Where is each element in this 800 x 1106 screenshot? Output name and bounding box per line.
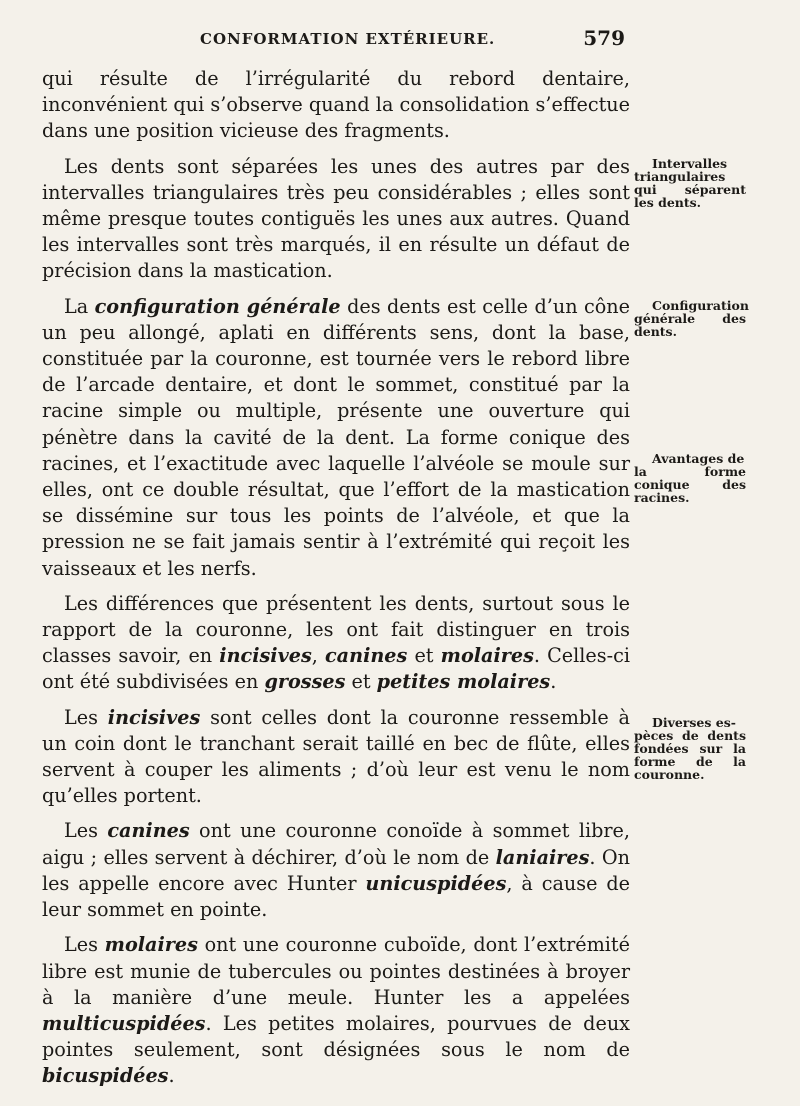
margin-note-line: Avantages de: [652, 451, 745, 466]
margin-note-line: Intervalles: [652, 156, 728, 171]
emphasis-term: multicuspidées: [42, 1011, 206, 1035]
margin-note-text: pèces de dents fondées sur la forme de la couronne.: [634, 728, 746, 782]
emphasis-term: incisives: [107, 705, 201, 729]
paragraph-3: [42, 294, 630, 582]
margin-note-line: Diverses es-: [652, 715, 736, 730]
emphasis-term: petites molaires: [376, 670, 551, 694]
text-run: .: [168, 1064, 175, 1088]
margin-note-configuration: [634, 298, 749, 339]
text-run: Les: [64, 819, 108, 843]
margin-note-intervals: [634, 157, 746, 209]
running-title: CONFORMATION EXTÉRIEURE.: [200, 30, 496, 48]
text-run: Les: [64, 705, 108, 729]
text-run: .: [550, 670, 557, 694]
text-run: ,: [311, 644, 325, 668]
emphasis-term: grosses: [264, 670, 346, 694]
emphasis-term: canines: [325, 644, 408, 668]
text-run: . On les appelle encore avec Hunter: [42, 845, 631, 895]
emphasis-term: bicuspidées: [42, 1064, 169, 1088]
text-run: . Les petites molaires, pourvues de deux pointes seulement, sont désignées sous le nom de: [42, 1011, 630, 1062]
margin-note-species: [634, 716, 746, 781]
paragraph-2: Les dents sont séparées les unes des autres par des intervalles triangulaires très peu considérables ; elles sont même presque toutes contiguës les unes aux autres. Quand les intervalles sont très marqués, il en résulte un défaut de précision dans la mastication.: [42, 154, 630, 283]
paragraph-1: qui résulte de l’irrégularité du rebord dentaire, inconvénient qui s’observe quand la consolidation s’effectue dans une position vicieuse des fragments.: [42, 67, 630, 143]
emphasis-term: configuration générale: [94, 294, 341, 318]
page-number: 579: [583, 26, 625, 50]
margin-note-text: triangulaires qui séparent les dents.: [634, 169, 746, 210]
paragraph-6: [42, 818, 630, 923]
emphasis-term: canines: [107, 819, 190, 843]
margin-note-line: Configuration: [652, 298, 749, 313]
emphasis-term: incisives: [219, 644, 312, 668]
text-run: Les: [64, 933, 105, 957]
emphasis-term: molaires: [440, 644, 534, 668]
paragraph-7: [42, 932, 630, 1089]
text-run: . Celles-ci ont été subdivisées en: [42, 644, 630, 694]
text-run: des dents est celle d’un cône un peu allongé, aplati en différents sens, dont la base, constituée par la couronne, est tournée vers le rebord libre de l’arcade dentaire, et dont le sommet, constitué par la racine simple ou multiple, présente une ouverture qui pénètre dans la cavité de la dent. La forme conique des racines, et l’exactitude avec laquelle l’alvéole se moule sur elles, ont ce double résultat, que l’effort de la mastication se dissémine sur tous les points de l’alvéole, et que la pression ne se fait jamais sentir à l’extrémité qui reçoit les vaisseaux et les nerfs.: [42, 294, 630, 580]
emphasis-term: molaires: [104, 933, 198, 957]
emphasis-term: laniaires: [495, 845, 590, 869]
text-run: ont une couronne cuboïde, dont l’extrémité libre est munie de tubercules ou pointes destinées à broyer à la manière d’une meule. Hunter les a appelées: [42, 933, 631, 1009]
emphasis-term: unicuspidées: [365, 871, 507, 895]
text-run: Les différences que présentent les dents, surtout sous le rapport de la couronne, les ont fait distinguer en trois classes savoir, en: [42, 591, 630, 668]
text-run: et: [407, 644, 441, 668]
text-run: et: [345, 670, 377, 694]
paragraph-5: [42, 705, 630, 810]
text-run: , à cause de leur sommet en pointe.: [42, 871, 630, 922]
margin-note-text: la forme conique des racines.: [634, 464, 746, 505]
paragraph-4: [42, 591, 630, 696]
text-run: sont celles dont la couronne ressemble à un coin dont le tranchant serait taillé en bec de flûte, elles servent à couper les aliments ; d’où leur est venu le nom qu’elles portent.: [42, 705, 630, 808]
main-text: [42, 66, 630, 1099]
text-run: ont une couronne conoïde à sommet libre, aigu ; elles servent à déchirer, d’où le nom de: [42, 819, 630, 869]
margin-note-advantages: [634, 452, 746, 504]
margin-note-text: générale des dents.: [634, 311, 746, 339]
text-run: La: [64, 294, 95, 318]
